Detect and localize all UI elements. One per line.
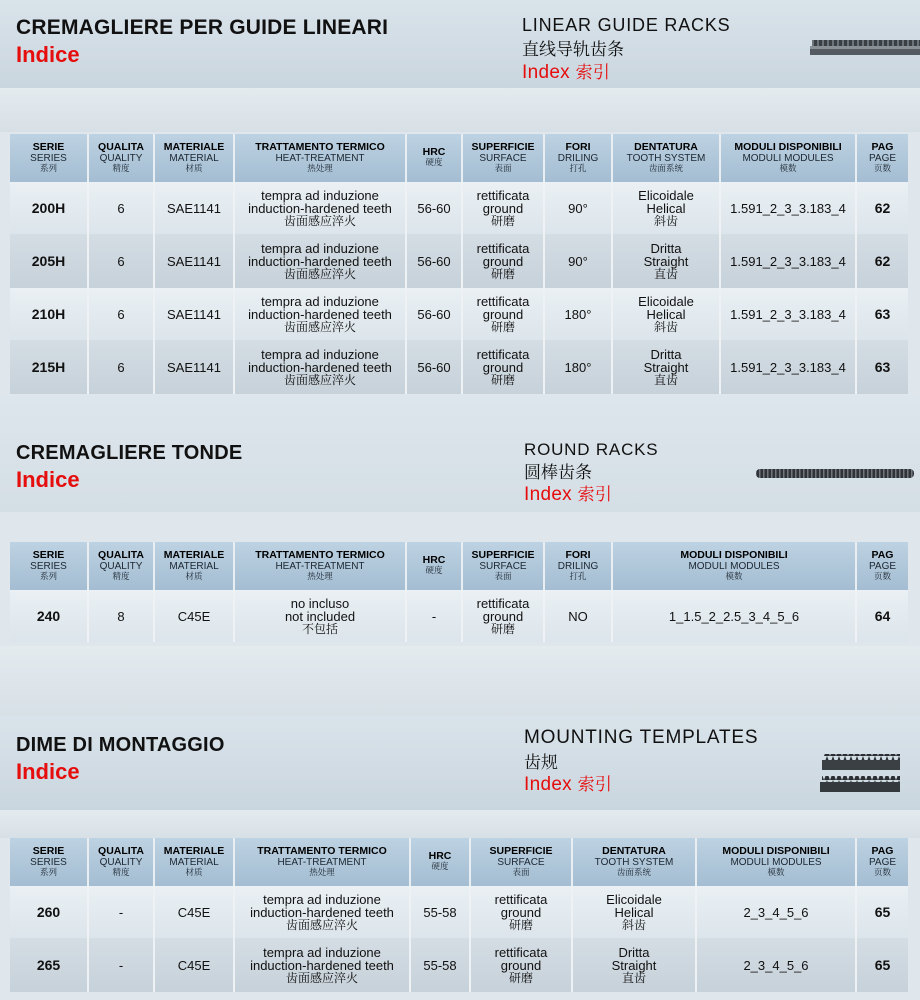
materiale-cell: SAE1141 — [154, 234, 234, 288]
header-cell: SUPERFICIE SURFACE 表面 — [470, 838, 572, 886]
hrc-cell: 55-58 — [410, 938, 470, 992]
section-2-gap — [0, 646, 920, 716]
header-cell: PAG PAGE 页数 — [856, 838, 908, 886]
qualita-cell: - — [88, 886, 154, 938]
pag-link[interactable]: 64 — [856, 590, 908, 642]
qualita-cell: 8 — [88, 590, 154, 642]
hrc-cell: 56-60 — [406, 234, 462, 288]
header-cell: MODULI DISPONIBILI MODULI MODULES 模数 — [696, 838, 856, 886]
linear-rack-icon — [806, 36, 920, 60]
fori-cell: 180° — [544, 288, 612, 340]
header-cell: HRC 硬度 — [410, 838, 470, 886]
header-cell: FORI DRILING 打孔 — [544, 542, 612, 590]
trattamento-cell: tempra ad induzione induction-hardened teeth 齿面感应淬火 — [234, 288, 406, 340]
moduli-cell: 2_3_4_5_6 — [696, 938, 856, 992]
header-cell: SERIE SERIES 系列 — [10, 838, 88, 886]
serie-cell: 265 — [10, 938, 88, 992]
moduli-cell: 1_1.5_2_2.5_3_4_5_6 — [612, 590, 856, 642]
table-row — [10, 938, 908, 992]
qualita-cell: 6 — [88, 182, 154, 234]
moduli-cell: 1.591_2_3_3.183_4 — [720, 340, 856, 394]
superficie-cell: rettificata ground 研磨 — [462, 340, 544, 394]
qualita-cell: 6 — [88, 340, 154, 394]
section-2-table — [10, 542, 908, 642]
header-cell: SERIE SERIES 系列 — [10, 542, 88, 590]
hrc-cell: 56-60 — [406, 288, 462, 340]
serie-cell: 240 — [10, 590, 88, 642]
header-cell: MATERIALE MATERIAL 材质 — [154, 542, 234, 590]
serie-cell: 215H — [10, 340, 88, 394]
moduli-cell: 1.591_2_3_3.183_4 — [720, 182, 856, 234]
moduli-cell: 1.591_2_3_3.183_4 — [720, 288, 856, 340]
header-cell: TRATTAMENTO TERMICO HEAT-TREATMENT 热处理 — [234, 838, 410, 886]
dentatura-cell: Dritta Straight 直齿 — [612, 234, 720, 288]
materiale-cell: SAE1141 — [154, 288, 234, 340]
header-cell: HRC 硬度 — [406, 542, 462, 590]
header-cell: MATERIALE MATERIAL 材质 — [154, 838, 234, 886]
header-cell: TRATTAMENTO TERMICO HEAT-TREATMENT 热处理 — [234, 542, 406, 590]
header-cell: QUALITA QUALITY 精度 — [88, 542, 154, 590]
section-2-title-it: CREMAGLIERE TONDE — [16, 442, 243, 464]
fori-cell: 90° — [544, 234, 612, 288]
section-1-indice: Indice — [16, 42, 80, 67]
header-cell: QUALITA QUALITY 精度 — [88, 134, 154, 182]
section-2-title-en: ROUND RACKS — [524, 440, 659, 459]
materiale-cell: C45E — [154, 886, 234, 938]
header-cell: PAG PAGE 页数 — [856, 542, 908, 590]
mounting-template-icon — [818, 748, 902, 796]
section-3-table — [10, 838, 908, 992]
table-row — [10, 340, 908, 394]
qualita-cell: 6 — [88, 288, 154, 340]
header-cell: DENTATURA TOOTH SYSTEM 齿面系统 — [612, 134, 720, 182]
header-cell: DENTATURA TOOTH SYSTEM 齿面系统 — [572, 838, 696, 886]
header-cell: MODULI DISPONIBILI MODULI MODULES 模数 — [720, 134, 856, 182]
dentatura-cell: Elicoidale Helical 斜齿 — [572, 886, 696, 938]
section-3-title-cn: 齿规 — [524, 753, 558, 773]
header-cell: TRATTAMENTO TERMICO HEAT-TREATMENT 热处理 — [234, 134, 406, 182]
pag-link[interactable]: 63 — [856, 340, 908, 394]
materiale-cell: SAE1141 — [154, 340, 234, 394]
trattamento-cell: tempra ad induzione induction-hardened teeth 齿面感应淬火 — [234, 938, 410, 992]
superficie-cell: rettificata ground 研磨 — [462, 590, 544, 642]
section-3-header-band — [0, 716, 920, 810]
hrc-cell: 55-58 — [410, 886, 470, 938]
table-row — [10, 288, 908, 340]
section-2-index-cn: 索引 — [577, 485, 613, 505]
section-1-gap — [0, 88, 920, 132]
trattamento-cell: tempra ad induzione induction-hardened teeth 齿面感应淬火 — [234, 182, 406, 234]
dentatura-cell: Elicoidale Helical 斜齿 — [612, 182, 720, 234]
section-3-header-row — [10, 838, 908, 886]
section-2-header-row — [10, 542, 908, 590]
section-1-index-en: Index — [522, 62, 570, 83]
pag-link[interactable]: 63 — [856, 288, 908, 340]
trattamento-cell: tempra ad induzione induction-hardened teeth 齿面感应淬火 — [234, 234, 406, 288]
dentatura-cell: Dritta Straight 直齿 — [612, 340, 720, 394]
hrc-cell: 56-60 — [406, 340, 462, 394]
header-cell: HRC 硬度 — [406, 134, 462, 182]
header-cell: MATERIALE MATERIAL 材质 — [154, 134, 234, 182]
section-1-header-row — [10, 134, 908, 182]
trattamento-cell: tempra ad induzione induction-hardened teeth 齿面感应淬火 — [234, 340, 406, 394]
superficie-cell: rettificata ground 研磨 — [470, 938, 572, 992]
pag-link[interactable]: 65 — [856, 938, 908, 992]
header-cell: FORI DRILING 打孔 — [544, 134, 612, 182]
section-1-title-cn: 直线导轨齿条 — [522, 40, 624, 60]
superficie-cell: rettificata ground 研磨 — [462, 182, 544, 234]
round-rack-icon — [754, 467, 916, 481]
fori-cell: 180° — [544, 340, 612, 394]
section-3-title-en: MOUNTING TEMPLATES — [524, 727, 759, 748]
section-1-index-cn: 索引 — [575, 63, 611, 83]
materiale-cell: C45E — [154, 590, 234, 642]
table-row — [10, 590, 908, 642]
section-3-index-en: Index — [524, 774, 572, 795]
header-cell: SERIE SERIES 系列 — [10, 134, 88, 182]
fori-cell: 90° — [544, 182, 612, 234]
pag-link[interactable]: 62 — [856, 234, 908, 288]
section-1-index — [522, 58, 610, 84]
dentatura-cell: Elicoidale Helical 斜齿 — [612, 288, 720, 340]
header-cell: MODULI DISPONIBILI MODULI MODULES 模数 — [612, 542, 856, 590]
section-3-index-cn: 索引 — [577, 775, 613, 795]
fori-cell: NO — [544, 590, 612, 642]
qualita-cell: 6 — [88, 234, 154, 288]
section-3-index — [524, 770, 612, 796]
table-row — [10, 234, 908, 288]
section-3-gap — [0, 810, 920, 838]
header-cell: QUALITA QUALITY 精度 — [88, 838, 154, 886]
section-2-index — [524, 480, 612, 506]
section-1-title-it: CREMAGLIERE PER GUIDE LINEARI — [16, 16, 389, 39]
materiale-cell: SAE1141 — [154, 182, 234, 234]
materiale-cell: C45E — [154, 938, 234, 992]
header-cell: SUPERFICIE SURFACE 表面 — [462, 134, 544, 182]
trattamento-cell: tempra ad induzione induction-hardened teeth 齿面感应淬火 — [234, 886, 410, 938]
trattamento-cell: no incluso not included 不包括 — [234, 590, 406, 642]
dentatura-cell: Dritta Straight 直齿 — [572, 938, 696, 992]
section-1-title-en: LINEAR GUIDE RACKS — [522, 15, 731, 35]
serie-cell: 210H — [10, 288, 88, 340]
superficie-cell: rettificata ground 研磨 — [462, 234, 544, 288]
superficie-cell: rettificata ground 研磨 — [470, 886, 572, 938]
section-2-indice: Indice — [16, 467, 80, 492]
pag-link[interactable]: 62 — [856, 182, 908, 234]
section-2-index-en: Index — [524, 484, 572, 505]
table-row — [10, 886, 908, 938]
section-2-title-cn: 圆棒齿条 — [524, 463, 592, 483]
section-3-indice: Indice — [16, 759, 80, 784]
qualita-cell: - — [88, 938, 154, 992]
section-1-header-band — [0, 0, 920, 88]
superficie-cell: rettificata ground 研磨 — [462, 288, 544, 340]
section-3-title-it: DIME DI MONTAGGIO — [16, 734, 225, 756]
pag-link[interactable]: 65 — [856, 886, 908, 938]
section-1-table — [10, 134, 908, 394]
moduli-cell: 1.591_2_3_3.183_4 — [720, 234, 856, 288]
serie-cell: 260 — [10, 886, 88, 938]
header-cell: PAG PAGE 页数 — [856, 134, 908, 182]
serie-cell: 205H — [10, 234, 88, 288]
moduli-cell: 2_3_4_5_6 — [696, 886, 856, 938]
header-cell: SUPERFICIE SURFACE 表面 — [462, 542, 544, 590]
hrc-cell: 56-60 — [406, 182, 462, 234]
hrc-cell: - — [406, 590, 462, 642]
table-row — [10, 182, 908, 234]
serie-cell: 200H — [10, 182, 88, 234]
